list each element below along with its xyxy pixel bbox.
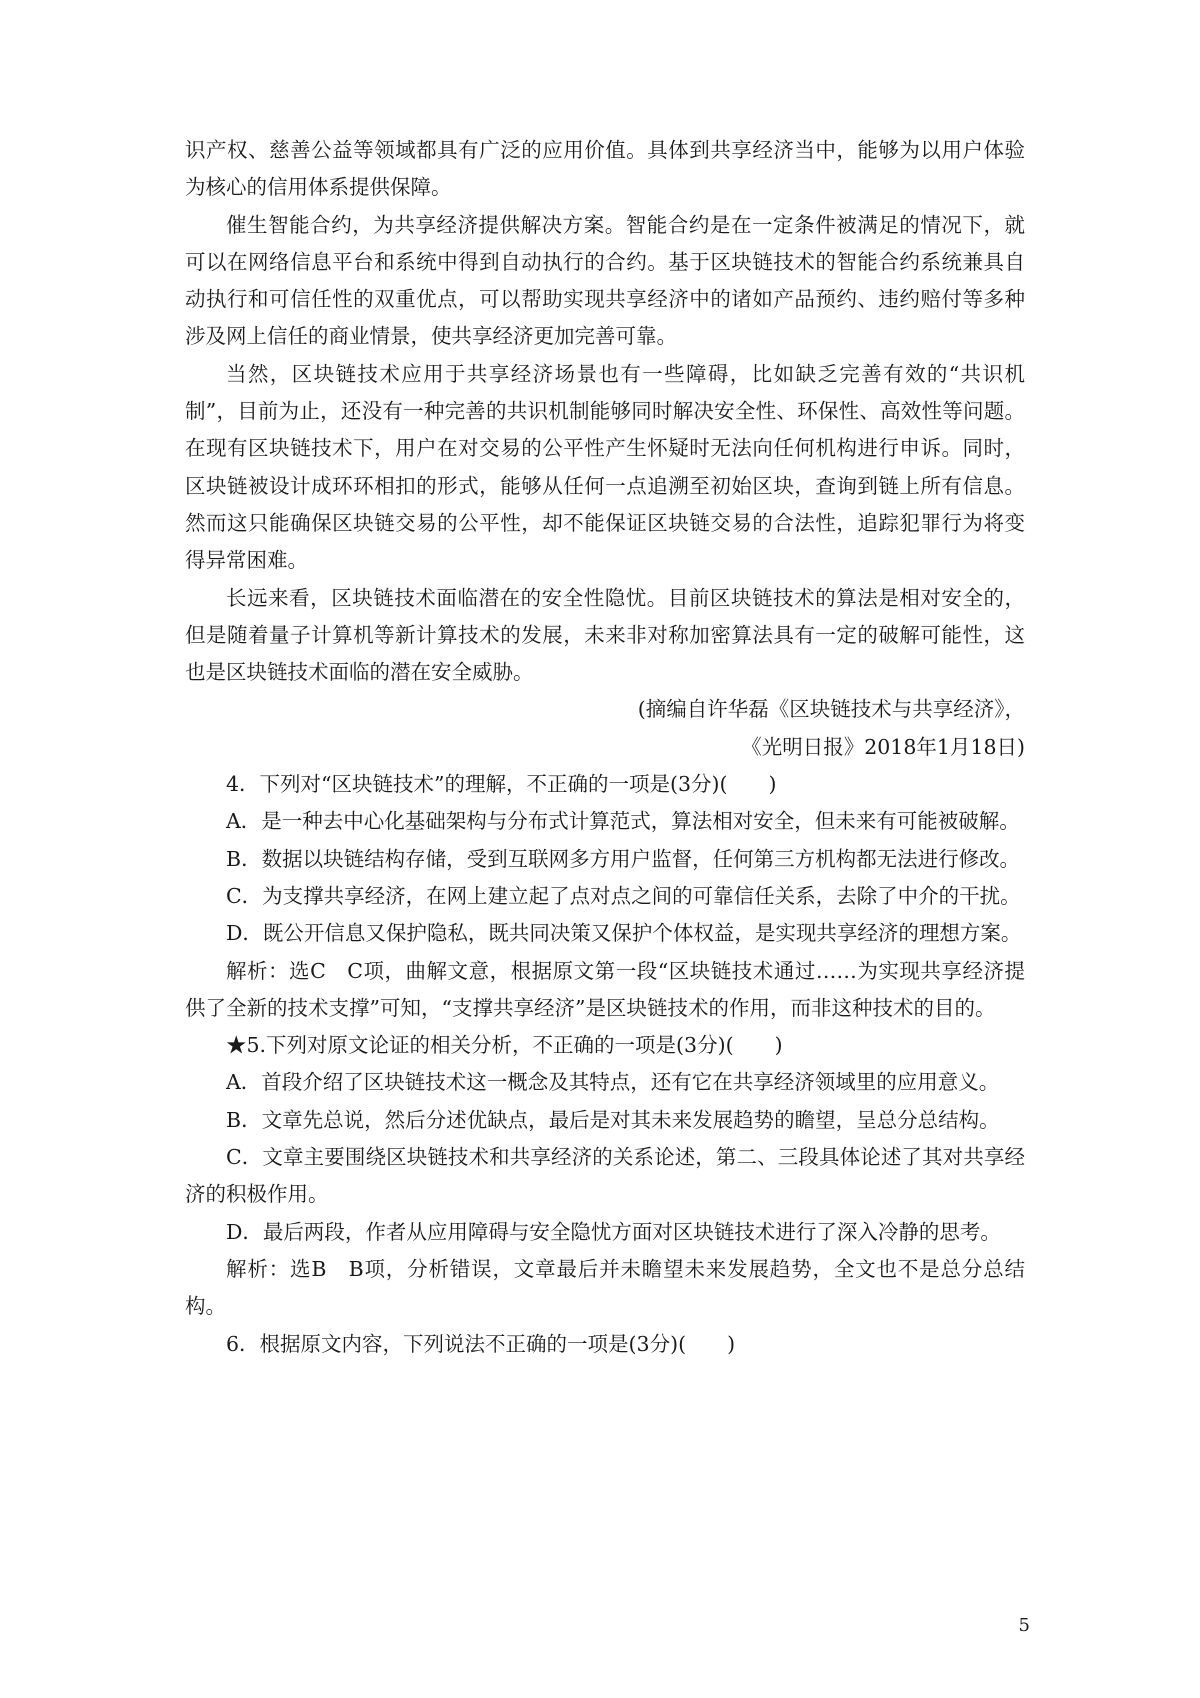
paragraph-smart-contract: 催生智能合约，为共享经济提供解决方案。智能合约是在一定条件被满足的情况下，就可以在网络信息平台和系统中得到自动执行的合约。基于区块链技术的智能合约系统兼具自动执行和可信任性的双重优点，可以帮助实现共享经济中的诸如产品预约、违约赔付等多种涉及网上信任的商业情景，使共享经济更加完善可靠。 [185, 212, 1025, 349]
question-5-stem: ★5.下列对原文论证的相关分析，不正确的一项是(3分)( ) [226, 1033, 783, 1058]
question-4-option-d: D．既公开信息又保护隐私，既共同决策又保护个体权益，是实现共享经济的理想方案。 [226, 921, 1022, 946]
paragraph-continuation: 识产权、慈善公益等领域都具有广泛的应用价值。具体到共享经济当中，能够为以用户体验为核心的信用体系提供保障。 [185, 138, 1025, 200]
question-5-option-c: C．文章主要围绕区块链技术和共享经济的关系论述，第二、三段具体论述了其对共享经济的积极作用。 [185, 1145, 1025, 1207]
question-4-option-c: C．为支撑共享经济，在网上建立起了点对点之间的可靠信任关系，去除了中介的干扰。 [226, 883, 1021, 908]
question-5-analysis: 解析：选B B项，分析错误，文章最后并未瞻望未来发展趋势，全文也不是总分总结构。 [185, 1256, 1025, 1319]
question-4-analysis: 解析：选C C项，曲解文意，根据原文第一段“区块链技术通过……为实现共享经济提供了全新的技术支撑”可知，“支撑共享经济”是区块链技术的作用，而非这种技术的目的。 [185, 958, 1025, 1020]
question-5-option-a: A．首段介绍了区块链技术这一概念及其特点，还有它在共享经济领域里的应用意义。 [226, 1070, 1000, 1095]
source-citation-line-2: 《光明日报》2018年1月18日) [741, 734, 1025, 759]
page-number: 5 [1018, 1615, 1030, 1636]
paragraph-obstacles: 当然，区块链技术应用于共享经济场景也有一些障碍，比如缺乏完善有效的“共识机制”，目前为止，还没有一种完善的共识机制能够同时解决安全性、环保性、高效性等问题。在现有区块链技术下，用户在对交易的公平性产生怀疑时无法向任何机构进行申诉。同时，区块链被设计成环环相扣的形式，能够从任何一点追溯至初始区块，查询到链上所有信息。然而这只能确保区块链交易的公平性，却不能保证区块链交易的合法性，追踪犯罪行为将变得异常困难。 [185, 361, 1025, 573]
paragraph-security-concerns: 长远来看，区块链技术面临潜在的安全性隐忧。目前区块链技术的算法是相对安全的，但是随着量子计算机等新计算技术的发展，未来非对称加密算法具有一定的破解可能性，这也是区块链技术面临的潜在安全威胁。 [185, 585, 1025, 685]
document-body [185, 132, 1025, 1363]
question-4-option-a: A．是一种去中心化基础架构与分布式计算范式，算法相对安全，但未来有可能被破解。 [226, 809, 1020, 834]
question-4-stem: 4．下列对“区块链技术”的理解，不正确的一项是(3分)( ) [226, 772, 777, 797]
source-citation-line-1: (摘编自许华磊《区块链技术与共享经济》， [637, 697, 1025, 722]
question-5-option-d: D．最后两段，作者从应用障碍与安全隐忧方面对区块链技术进行了深入冷静的思考。 [226, 1219, 1001, 1244]
question-6-stem: 6．根据原文内容，下列说法不正确的一项是(3分)( ) [226, 1331, 736, 1356]
question-4-option-b: B．数据以块链结构存储，受到互联网多方用户监督，任何第三方机构都无法进行修改。 [226, 846, 1021, 871]
question-5-option-b: B．文章先总说，然后分述优缺点，最后是对其未来发展趋势的瞻望，呈总分总结构。 [226, 1107, 1000, 1132]
